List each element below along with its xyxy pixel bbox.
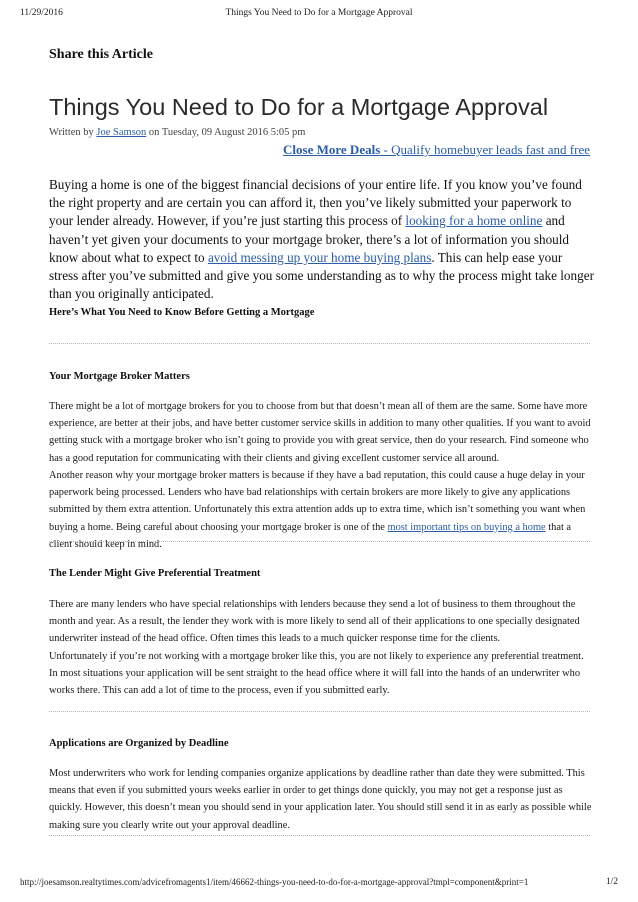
intro-text-2: and haven’t yet given your documents to your mortgage broker, there’s a lot of information you should know about what to expect to <box>49 213 570 265</box>
article-title: Things You Need to Do for a Mortgage Approval <box>49 94 549 120</box>
footer-page-number: 1/2 <box>605 877 618 887</box>
important-tips-link[interactable]: most important tips on buying a home <box>387 521 546 533</box>
looking-for-home-link[interactable]: looking for a home online <box>405 213 543 229</box>
author-link[interactable]: Joe Samson <box>96 127 147 138</box>
section-broker-para-1: There might be a lot of mortgage brokers for you to choose from but that doesn’t mean all of them are the same. Some have more experience, are better at their jobs, and have better customer service skills in addition to many other qualities. If you want to avoid getting stuck with a mortgage broker who isn’t going to provide you with great service, then do your research. Find someone who has a good reputation for communicating with their clients and giving excellent customer service all around. <box>49 401 591 464</box>
promo-text[interactable]: - Qualify homebuyer leads fast and free <box>380 142 590 157</box>
avoid-messing-up-link[interactable]: avoid messing up your home buying plans <box>207 249 432 265</box>
intro-text-1: Buying a home is one of the biggest financial decisions of your entire life. If you know you’ve found the right property and are certain you can afford it, then you’ve likely submitted your paperwork to your lender already. However, if you’re just starting this process of <box>49 177 582 229</box>
share-article-label[interactable]: Share this Article <box>49 47 153 62</box>
section-lender-para-1: There are many lenders who have special relationships with lenders because they send a lot of business to them throughout the month and year. As a result, the lender they work with is more likely to send all of their applications to one specially designated underwriter instead of the head office. Often times this leads to a much quicker response time for the clients. <box>49 599 580 645</box>
divider <box>49 711 590 712</box>
intro-text-3: . This can help ease your stress after you’ve submitted and give you some understanding as to why the process might take longer than you originally anticipated. <box>49 249 594 302</box>
broker-para-2-text: Another reason why your mortgage broker matters is because if they have a bad reputation, this could cause a huge delay in your paperwork being processed. Lenders who have bad relationships with certain brokers are more likely to give any applications submitted by them extra attention. Unfortunately this extra attention adds up to extra time, which isn’t something you want when buying a home. Being careful about choosing your mortgage broker is one of the <box>49 470 586 533</box>
intro-paragraph <box>49 176 594 303</box>
divider <box>49 343 590 344</box>
promo-link[interactable] <box>283 142 590 158</box>
main-heading: Here’s What You Need to Know Before Getting a Mortgage <box>49 307 315 318</box>
section-lender-para-2: Unfortunately if you’re not working with a mortgage broker like this, you are not likely to experience any preferential treatment. In most situations your application will be sent straight to the head office where it will fall into the hands of an underwriter who works there. This can add a lot of time to the process, even if you submitted early. <box>49 651 584 697</box>
divider <box>49 835 590 836</box>
print-doc-title: Things You Need to Do for a Mortgage Approval <box>225 8 413 18</box>
section-heading-broker: Your Mortgage Broker Matters <box>49 371 190 382</box>
print-date: 11/29/2016 <box>20 8 63 18</box>
footer-url: http://joesamson.realtytimes.com/advicefromagents1/item/46662-things-you-need-to-do-for-a-mortgage-approval?tmpl=component&print=1 <box>20 877 529 887</box>
section-heading-deadline: Applications are Organized by Deadline <box>49 738 229 749</box>
byline-prefix: Written by <box>49 127 97 138</box>
divider <box>49 541 590 542</box>
section-heading-lender: The Lender Might Give Preferential Treatment <box>49 568 261 579</box>
promo-bold[interactable]: Close More Deals <box>283 142 381 157</box>
broker-para-2-end: that a client should keep in mind. <box>49 521 572 550</box>
section-deadline-para-1: Most underwriters who work for lending companies organize applications by deadline rather than date they were submitted. This means that even if you submitted yours weeks earlier in order to get things done quickly, you may not get a response just as quickly. However, this doesn’t mean you should send in your application later. You should still send it in as early as possible while making sure you clearly write out your approval deadline. <box>49 768 592 831</box>
article-byline <box>49 127 305 138</box>
byline-date: on Tuesday, 09 August 2016 5:05 pm <box>146 127 306 138</box>
